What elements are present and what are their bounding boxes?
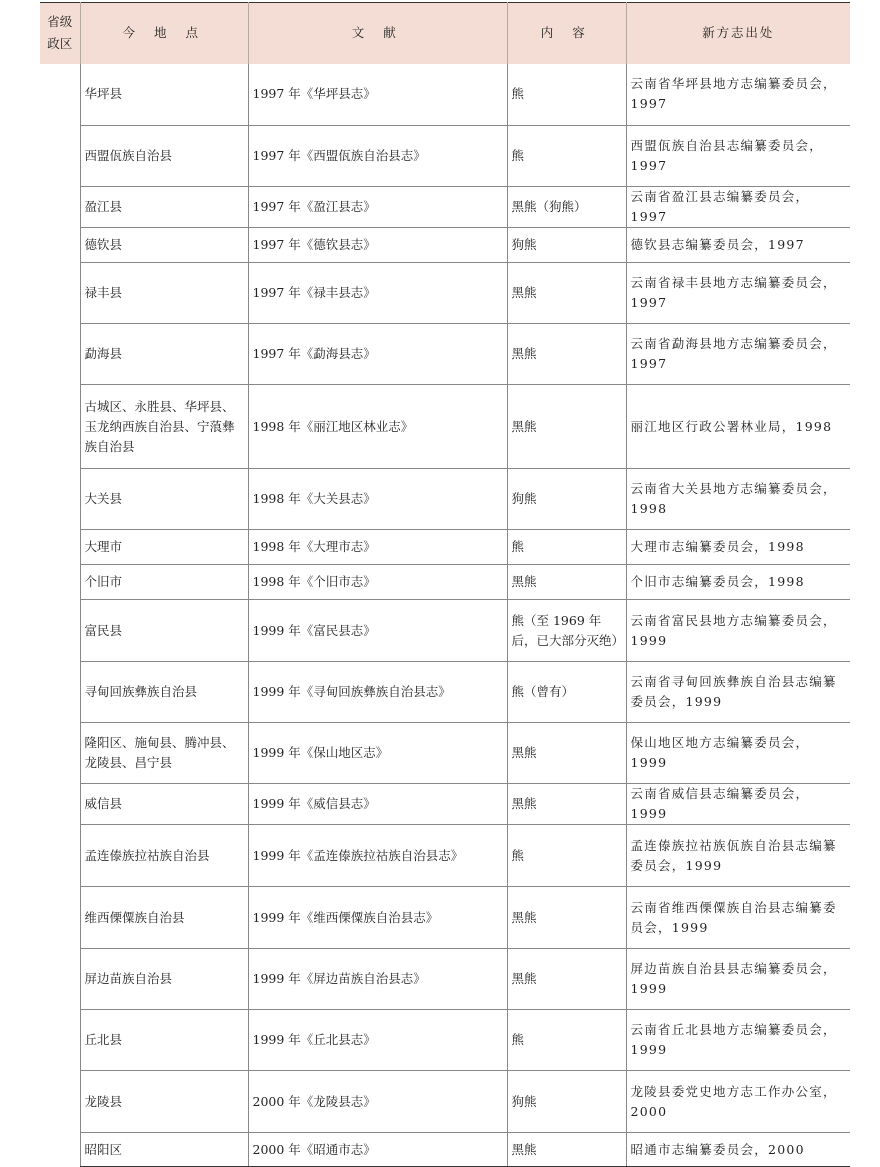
place-cell: 昭阳区: [80, 1133, 248, 1167]
source-cell: 1999 年《寻甸回族彝族自治县志》: [248, 662, 507, 723]
place-cell: 盈江县: [80, 187, 248, 228]
place-cell: 屏边苗族自治县: [80, 949, 248, 1010]
header-content: 内 容: [507, 3, 626, 64]
new-source-cell: 孟连傣族拉祜族佤族自治县志编纂委员会，1999: [626, 825, 850, 887]
source-cell: 1997 年《盈江县志》: [248, 187, 507, 228]
new-source-cell: 龙陵县委党史地方志工作办公室，2000: [626, 1071, 850, 1133]
content-cell: 黑熊: [507, 565, 626, 600]
table-row: [40, 228, 850, 263]
new-source-cell: 云南省威信县志编纂委员会，1999: [626, 784, 850, 825]
place-cell: 丘北县: [80, 1010, 248, 1071]
content-cell: 黑熊: [507, 784, 626, 825]
place-cell: 孟连傣族拉祜族自治县: [80, 825, 248, 887]
source-cell: 1997 年《华坪县志》: [248, 64, 507, 126]
header-place: 今 地 点: [80, 3, 248, 64]
content-cell: 熊（曾有）: [507, 662, 626, 723]
table-row: [40, 784, 850, 825]
records-table: [40, 2, 850, 1167]
new-source-cell: 昭通市志编纂委员会，2000: [626, 1133, 850, 1167]
content-cell: 熊: [507, 825, 626, 887]
table-row: [40, 64, 850, 126]
new-source-cell: 个旧市志编纂委员会，1998: [626, 565, 850, 600]
new-source-cell: 丽江地区行政公署林业局，1998: [626, 385, 850, 469]
content-cell: 黑熊: [507, 723, 626, 784]
content-cell: 狗熊: [507, 1071, 626, 1133]
table-row: [40, 187, 850, 228]
source-cell: 1999 年《孟连傣族拉祜族自治县志》: [248, 825, 507, 887]
table-row: [40, 1071, 850, 1133]
new-source-cell: 云南省寻甸回族彝族自治县志编纂委员会，1999: [626, 662, 850, 723]
source-cell: 2000 年《昭通市志》: [248, 1133, 507, 1167]
source-cell: 1999 年《威信县志》: [248, 784, 507, 825]
header-new-source: 新方志出处: [626, 3, 850, 64]
new-source-cell: 云南省华坪县地方志编纂委员会，1997: [626, 64, 850, 126]
source-cell: 1999 年《屏边苗族自治县志》: [248, 949, 507, 1010]
place-cell: 富民县: [80, 600, 248, 662]
source-cell: 1997 年《西盟佤族自治县志》: [248, 126, 507, 187]
new-source-cell: 大理市志编纂委员会，1998: [626, 530, 850, 565]
place-cell: 隆阳区、施甸县、腾冲县、龙陵县、昌宁县: [80, 723, 248, 784]
new-source-cell: 西盟佤族自治县志编纂委员会，1997: [626, 126, 850, 187]
content-cell: 熊: [507, 64, 626, 126]
content-cell: 熊: [507, 126, 626, 187]
place-cell: 寻甸回族彝族自治县: [80, 662, 248, 723]
new-source-cell: 云南省盈江县志编纂委员会，1997: [626, 187, 850, 228]
new-source-cell: 德钦县志编纂委员会，1997: [626, 228, 850, 263]
content-cell: 黑熊: [507, 385, 626, 469]
place-cell: 华坪县: [80, 64, 248, 126]
table-row: [40, 887, 850, 949]
source-cell: 1997 年《禄丰县志》: [248, 263, 507, 324]
content-cell: 黑熊: [507, 324, 626, 385]
source-cell: 2000 年《龙陵县志》: [248, 1071, 507, 1133]
content-cell: 熊（至 1969 年后，已大部分灭绝）: [507, 600, 626, 662]
place-cell: 威信县: [80, 784, 248, 825]
content-cell: 熊: [507, 530, 626, 565]
table-row: [40, 949, 850, 1010]
source-cell: 1998 年《大理市志》: [248, 530, 507, 565]
new-source-cell: 云南省禄丰县地方志编纂委员会，1997: [626, 263, 850, 324]
place-cell: 大理市: [80, 530, 248, 565]
source-cell: 1999 年《维西傈僳族自治县志》: [248, 887, 507, 949]
place-cell: 大关县: [80, 469, 248, 530]
table-row: [40, 662, 850, 723]
table-header: [40, 3, 850, 64]
table-body: [40, 64, 850, 1167]
content-cell: 狗熊: [507, 469, 626, 530]
source-cell: 1998 年《个旧市志》: [248, 565, 507, 600]
source-cell: 1999 年《富民县志》: [248, 600, 507, 662]
new-source-cell: 云南省大关县地方志编纂委员会，1998: [626, 469, 850, 530]
table-row: [40, 530, 850, 565]
new-source-cell: 云南省勐海县地方志编纂委员会，1997: [626, 324, 850, 385]
place-cell: 西盟佤族自治县: [80, 126, 248, 187]
content-cell: 黑熊（狗熊）: [507, 187, 626, 228]
table-row: [40, 263, 850, 324]
source-cell: 1997 年《德钦县志》: [248, 228, 507, 263]
place-cell: 德钦县: [80, 228, 248, 263]
content-cell: 熊: [507, 1010, 626, 1071]
table-row: [40, 385, 850, 469]
header-source: 文 献: [248, 3, 507, 64]
place-cell: 维西傈僳族自治县: [80, 887, 248, 949]
province-cell: [40, 64, 80, 1167]
new-source-cell: 保山地区地方志编纂委员会，1999: [626, 723, 850, 784]
table-row: [40, 324, 850, 385]
table-row: [40, 126, 850, 187]
table-row: [40, 1010, 850, 1071]
source-cell: 1998 年《大关县志》: [248, 469, 507, 530]
table-row: [40, 723, 850, 784]
place-cell: 个旧市: [80, 565, 248, 600]
content-cell: 黑熊: [507, 949, 626, 1010]
table-row: [40, 600, 850, 662]
content-cell: 黑熊: [507, 887, 626, 949]
place-cell: 古城区、永胜县、华坪县、玉龙纳西族自治县、宁蒗彝族自治县: [80, 385, 248, 469]
table-row: [40, 565, 850, 600]
source-cell: 1997 年《勐海县志》: [248, 324, 507, 385]
new-source-cell: 屏边苗族自治县县志编纂委员会，1999: [626, 949, 850, 1010]
content-cell: 黑熊: [507, 263, 626, 324]
new-source-cell: 云南省丘北县地方志编纂委员会，1999: [626, 1010, 850, 1071]
header-province: 省级 政区: [47, 14, 73, 52]
source-cell: 1999 年《保山地区志》: [248, 723, 507, 784]
content-cell: 黑熊: [507, 1133, 626, 1167]
content-cell: 狗熊: [507, 228, 626, 263]
table-row: [40, 469, 850, 530]
new-source-cell: 云南省维西傈僳族自治县志编纂委员会，1999: [626, 887, 850, 949]
table-row: [40, 1133, 850, 1167]
table-row: [40, 825, 850, 887]
place-cell: 禄丰县: [80, 263, 248, 324]
new-source-cell: 云南省富民县地方志编纂委员会，1999: [626, 600, 850, 662]
place-cell: 勐海县: [80, 324, 248, 385]
place-cell: 龙陵县: [80, 1071, 248, 1133]
source-cell: 1998 年《丽江地区林业志》: [248, 385, 507, 469]
source-cell: 1999 年《丘北县志》: [248, 1010, 507, 1071]
